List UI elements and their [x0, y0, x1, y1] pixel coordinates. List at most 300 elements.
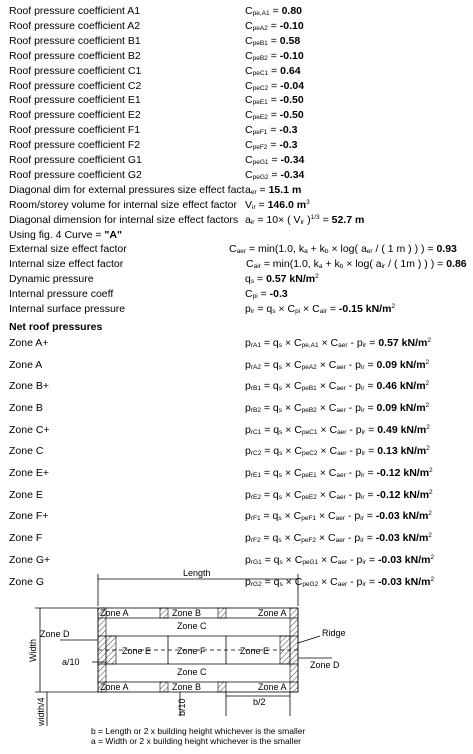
coef-symbol: C	[245, 79, 253, 92]
roof-zone-diagram	[0, 566, 473, 754]
cpe-subscript: peF1	[301, 515, 317, 523]
pir-subscript: ir	[361, 428, 366, 436]
zone-label: Zone A	[9, 358, 43, 371]
zone-label: Zone C+	[9, 423, 50, 436]
pir-subscript: ir	[360, 472, 365, 479]
pir-subscript: ir	[362, 580, 366, 588]
zone-label: Zone C	[9, 445, 44, 458]
zone-label: Zone G	[9, 575, 45, 588]
cpe-subscript: peF2	[301, 537, 317, 545]
net-value	[245, 379, 429, 394]
net-value	[245, 531, 432, 546]
net-symbol: p	[245, 336, 251, 349]
param-symbol: C	[229, 243, 237, 256]
coef-number: -0.50	[279, 94, 304, 107]
net-equals: =	[365, 575, 378, 588]
net-equals: =	[364, 401, 377, 414]
net-times-2: × C	[318, 336, 339, 349]
net-number: 0.46 kN/m	[376, 380, 426, 393]
coef-symbol: C	[245, 5, 253, 17]
param-equals: =	[326, 303, 339, 315]
qs-subscript: s	[278, 363, 283, 371]
zone-a-top-right: Zone A	[258, 608, 287, 618]
net-superscript: 2	[427, 336, 431, 344]
cpi-subscript: pi	[295, 308, 301, 315]
net-times: × C	[282, 380, 302, 393]
net-superscript: 2	[429, 488, 433, 496]
coef-subscript: peC2	[252, 84, 269, 92]
coef-equals: =	[267, 49, 280, 62]
coef-symbol: C	[245, 109, 253, 122]
net-minus: - p	[345, 467, 361, 479]
net-times-2: × C	[318, 575, 338, 588]
param-subscript: s	[250, 278, 255, 286]
param-times: × C	[275, 303, 296, 315]
param-formula: = min(1.0, k	[260, 258, 319, 271]
note-a: a = Width or 2 x building height whichever is the smaller	[91, 736, 302, 746]
coef-label: Roof pressure coefficient B2	[9, 49, 141, 62]
param-equals: =	[319, 213, 332, 226]
coef-number: -0.04	[280, 79, 305, 92]
net-equals: =	[364, 467, 377, 479]
cpi-row	[0, 287, 473, 302]
param-end: / ( 1 m ) ) ) =	[372, 243, 437, 256]
coef-equals: =	[267, 34, 280, 47]
param-label: Internal surface pressure	[9, 303, 126, 315]
param-times-2: × C	[300, 303, 320, 315]
zone-d-right: Zone D	[310, 660, 340, 670]
coef-row	[0, 34, 473, 49]
net-value	[245, 466, 433, 481]
coef-row	[0, 153, 473, 168]
param-label: External size effect factor	[9, 243, 127, 256]
coef-row	[0, 138, 473, 153]
param-value	[245, 287, 288, 302]
net-times-2: × C	[316, 532, 336, 545]
param-symbol: C	[245, 288, 253, 301]
net-number: -0.12 kN/m	[376, 467, 430, 479]
param-close: )	[304, 213, 311, 226]
param-value	[245, 183, 301, 198]
net-row	[0, 509, 473, 524]
coef-label: Roof pressure coefficient C2	[9, 79, 142, 92]
net-q: = q	[260, 510, 279, 523]
coef-symbol: C	[245, 34, 253, 47]
net-row	[0, 531, 473, 546]
note-b: b = Length or 2 x building height whichever is the smaller	[91, 726, 306, 736]
param-value	[245, 213, 364, 228]
param-symbol: C	[246, 258, 254, 271]
zone-label: Zone G+	[9, 553, 51, 566]
param-value	[246, 257, 467, 272]
param-equals: =	[256, 183, 269, 196]
coef-row	[0, 108, 473, 123]
param-superscript: 2	[391, 303, 396, 310]
caer-subscript: aer	[337, 580, 348, 588]
param-value	[245, 272, 319, 287]
param-equals: =	[257, 288, 270, 301]
net-times: × C	[282, 445, 302, 458]
coef-value	[245, 4, 302, 19]
net-superscript: 2	[429, 467, 433, 474]
cpe-subscript: peB2	[301, 406, 317, 414]
coef-subscript: peC1	[252, 69, 269, 77]
net-heading: Net roof pressures	[9, 320, 103, 333]
coef-number: -0.34	[280, 154, 305, 166]
net-value	[245, 358, 429, 373]
cpe-subscript: peC1	[301, 428, 318, 436]
net-times: × C	[282, 358, 302, 371]
net-p-subscript: rA1	[250, 341, 261, 349]
net-p-subscript: rG1	[250, 558, 262, 566]
a-subscript: ir	[381, 263, 386, 271]
net-minus: - p	[347, 553, 363, 566]
pir-subscript: ir	[360, 363, 365, 371]
param-superscript: 2	[315, 273, 319, 281]
net-minus: - p	[345, 488, 361, 501]
caer-subscript: aer	[337, 558, 348, 566]
coef-equals: =	[268, 79, 281, 92]
coef-equals: =	[267, 139, 280, 152]
qs-subscript: s	[279, 558, 283, 566]
zone-c-bottom: Zone C	[177, 667, 207, 677]
net-row	[0, 336, 473, 351]
zone-f: Zone F	[177, 646, 206, 656]
caer-subscript: aer	[336, 363, 346, 371]
net-row	[0, 466, 473, 481]
param-formula: = min(1.0, k	[246, 243, 305, 256]
coef-row	[0, 4, 473, 19]
diag-ext-row	[0, 183, 473, 198]
param-symbol: a	[245, 213, 251, 226]
coef-label: Roof pressure coefficient F2	[9, 139, 141, 152]
a-subscript: er	[366, 248, 373, 256]
zone-label: Zone E	[9, 488, 43, 501]
param-label: Internal size effect factor	[9, 258, 124, 271]
coef-label: Roof pressure coefficient G1	[9, 154, 142, 166]
coef-row	[0, 19, 473, 34]
coef-equals: =	[269, 5, 282, 17]
net-q: = q	[261, 575, 280, 588]
kb-subscript: b	[324, 248, 329, 256]
coef-label: Roof pressure coefficient A1	[9, 5, 141, 17]
net-minus: - p	[345, 358, 361, 371]
coef-value	[245, 153, 304, 168]
qs-subscript: s	[278, 406, 283, 414]
net-q: = q	[261, 445, 280, 458]
zone-a-bottom-right: Zone A	[258, 682, 287, 692]
ka-subscript: a	[304, 248, 308, 256]
coef-number: -0.50	[279, 109, 304, 122]
qs-subscript: s	[272, 308, 276, 315]
net-q: = q	[260, 488, 279, 501]
net-times-2: × C	[317, 445, 338, 458]
width4-label: width/4	[36, 697, 46, 726]
param-number: 0.57 kN/m	[266, 273, 316, 286]
qs-subscript: s	[279, 580, 283, 588]
pir-subscript: ir	[362, 558, 366, 566]
cpe-subscript: peA2	[301, 363, 317, 371]
net-number: 0.09 kN/m	[376, 401, 426, 414]
coef-label: Roof pressure coefficient G2	[9, 168, 142, 181]
zone-e-left: Zone E	[122, 646, 152, 656]
param-number: 15.1 m	[268, 183, 302, 196]
coef-symbol: C	[245, 64, 253, 77]
pir-subscript: ir	[360, 406, 365, 414]
net-symbol: p	[245, 488, 251, 501]
cpe-subscript: peE1	[301, 472, 317, 479]
net-p-subscript: rG2	[250, 580, 262, 588]
coef-value	[245, 64, 301, 79]
coef-value	[245, 79, 304, 94]
net-symbol: p	[245, 445, 251, 458]
caer-subscript: aer	[337, 450, 347, 458]
net-row	[0, 444, 473, 459]
param-label: Room/storey volume for internal size effect factor	[9, 198, 237, 211]
coef-row	[0, 93, 473, 108]
zone-label: Zone A+	[9, 336, 49, 349]
net-times: × C	[282, 423, 302, 436]
curve-value: "A"	[104, 228, 122, 241]
param-formula: = 10× ( V	[254, 213, 301, 226]
net-q: = q	[260, 532, 279, 545]
zone-b-top: Zone B	[172, 608, 202, 618]
dyn-row	[0, 272, 473, 287]
coef-subscript: peG1	[252, 159, 269, 166]
zone-label: Zone F	[9, 532, 43, 545]
ridge-label: Ridge	[322, 628, 346, 638]
net-p-subscript: rE1	[250, 472, 261, 479]
cpe-subscript: pe,A1	[301, 341, 319, 349]
pir-subscript: ir	[362, 341, 367, 349]
net-symbol: p	[245, 401, 251, 414]
coef-number: 0.58	[279, 34, 301, 47]
qs-subscript: s	[278, 493, 283, 501]
kb-subscript: b	[339, 263, 344, 271]
cpe-subscript: peE2	[301, 493, 317, 501]
net-superscript: 2	[428, 510, 432, 518]
param-end: / ( 1m ) ) ) =	[385, 258, 447, 271]
net-times-2: × C	[316, 401, 337, 414]
net-symbol: p	[245, 575, 251, 588]
net-number: 0.57 kN/m	[378, 336, 428, 349]
diag-int-row	[0, 213, 473, 228]
net-p-subscript: rA2	[250, 363, 261, 371]
net-superscript: 2	[426, 423, 430, 431]
net-symbol: p	[245, 380, 251, 393]
net-q: = q	[261, 553, 280, 566]
param-subscript: aer	[236, 248, 246, 256]
net-number: 0.13 kN/m	[377, 445, 427, 458]
net-times-2: × C	[316, 467, 337, 479]
coef-number: -0.3	[279, 139, 298, 152]
net-symbol: p	[245, 423, 251, 436]
coef-number: -0.10	[279, 49, 304, 62]
net-equals: =	[364, 488, 377, 501]
coef-subscript: peF2	[252, 144, 268, 152]
net-row	[0, 401, 473, 416]
net-number: 0.09 kN/m	[376, 358, 426, 371]
net-heading-row	[0, 320, 473, 335]
cair-subscript: air	[319, 308, 327, 315]
coef-equals: =	[268, 64, 281, 77]
coef-subscript: peB1	[252, 39, 268, 47]
net-q: = q	[260, 380, 279, 393]
coef-label: Roof pressure coefficient C1	[9, 64, 142, 77]
zone-label: Zone B+	[9, 380, 49, 393]
caer-subscript: aer	[337, 428, 347, 436]
net-minus: - p	[346, 423, 362, 436]
coef-label: Roof pressure coefficient E2	[9, 109, 141, 122]
zone-e-right: Zone E	[240, 646, 270, 656]
param-number: 0.93	[436, 243, 457, 256]
net-row	[0, 379, 473, 394]
coef-value	[245, 108, 304, 123]
b2-label: b/2	[253, 697, 266, 707]
coef-number: -0.3	[279, 124, 298, 137]
curve-label	[9, 228, 122, 243]
coef-subscript: peB2	[252, 54, 268, 62]
net-value	[245, 423, 430, 438]
pir-subscript: ir	[360, 515, 364, 523]
net-number: -0.03 kN/m	[375, 510, 429, 523]
coef-equals: =	[267, 94, 280, 107]
int-size-row	[0, 257, 473, 272]
zone-c-top: Zone C	[177, 621, 207, 631]
coef-equals: =	[268, 154, 281, 166]
net-times-2: × C	[318, 553, 338, 566]
net-times: × C	[282, 336, 302, 349]
qs-subscript: s	[278, 537, 282, 545]
coef-value	[245, 138, 297, 153]
coef-label: Roof pressure coefficient B1	[9, 34, 141, 47]
b10-label: b/10	[177, 698, 187, 716]
param-tail: × log( a	[328, 243, 367, 256]
cpe-subscript: peC2	[301, 450, 318, 458]
param-number: -0.3	[269, 288, 288, 301]
param-mid: + k	[307, 243, 325, 256]
net-number: -0.12 kN/m	[376, 488, 430, 501]
net-number: -0.03 kN/m	[377, 575, 431, 588]
param-label: Dynamic pressure	[9, 273, 94, 286]
param-label: Internal pressure coeff	[9, 288, 114, 301]
net-minus: - p	[345, 510, 361, 523]
a10-label: a/10	[62, 657, 80, 667]
coef-symbol: C	[245, 49, 253, 62]
net-equals: =	[365, 423, 378, 436]
coef-symbol: C	[245, 154, 253, 166]
param-subscript: er	[250, 188, 257, 196]
param-mid: + k	[322, 258, 340, 271]
net-symbol: p	[245, 358, 251, 371]
param-symbol: p	[245, 303, 251, 315]
pir-subscript: ir	[361, 450, 366, 458]
net-p-subscript: rB1	[250, 385, 261, 393]
net-equals: =	[363, 510, 376, 523]
qs-subscript: s	[278, 341, 283, 349]
net-symbol: p	[245, 553, 251, 566]
net-minus: - p	[347, 336, 363, 349]
net-value	[245, 444, 430, 459]
coef-value	[245, 123, 297, 138]
param-formula: = q	[254, 303, 273, 315]
caer-subscript: aer	[335, 515, 346, 523]
caer-subscript: aer	[336, 493, 346, 501]
param-subscript: ir	[250, 308, 255, 315]
net-times: × C	[281, 510, 302, 523]
coef-label: Roof pressure coefficient E1	[9, 94, 141, 107]
net-q: = q	[260, 358, 279, 371]
net-times: × C	[282, 401, 302, 414]
net-symbol: p	[245, 532, 251, 545]
coef-value	[245, 168, 304, 183]
zone-label: Zone B	[9, 401, 43, 414]
param-label: Diagonal dim for external pressures size effect fact	[9, 183, 245, 196]
coef-value	[245, 93, 304, 108]
coef-number: -0.10	[279, 19, 304, 32]
param-equals: =	[255, 198, 268, 211]
coef-subscript: pe,A1	[252, 10, 270, 17]
coef-symbol: C	[245, 139, 253, 152]
net-equals: =	[365, 553, 378, 566]
net-superscript: 2	[425, 380, 430, 388]
cpe-subscript: peG2	[302, 580, 319, 588]
coef-value	[245, 19, 304, 34]
param-label: Diagonal dimension for internal size effect factors	[9, 213, 239, 226]
net-symbol: p	[245, 510, 251, 523]
qs-subscript: s	[278, 385, 283, 393]
param-superscript: 1/3	[310, 213, 320, 221]
coef-subscript: peE1	[252, 99, 268, 107]
param-value	[245, 198, 310, 213]
net-q: = q	[260, 336, 279, 349]
coef-equals: =	[268, 168, 281, 181]
coef-row	[0, 168, 473, 183]
param-subscript: air	[253, 263, 261, 271]
param-symbol: a	[245, 183, 251, 196]
param-number: 52.7 m	[331, 213, 365, 226]
net-p-subscript: rC1	[250, 428, 262, 436]
net-value	[245, 488, 433, 503]
coef-symbol: C	[245, 124, 253, 137]
zone-label: Zone E+	[9, 467, 49, 479]
net-number: -0.03 kN/m	[377, 553, 431, 566]
net-times-2: × C	[316, 488, 337, 501]
caer-subscript: aer	[335, 537, 346, 545]
net-minus: - p	[347, 575, 363, 588]
ext-size-row	[0, 242, 473, 257]
qs-subscript: s	[278, 515, 282, 523]
coef-number: 0.64	[280, 64, 301, 77]
param-value	[229, 242, 457, 257]
net-minus: - p	[346, 445, 362, 458]
qs-subscript: s	[279, 450, 283, 458]
net-equals: =	[366, 336, 379, 349]
net-equals: =	[364, 380, 377, 393]
coef-row	[0, 123, 473, 138]
curve-row	[0, 228, 473, 243]
net-value	[245, 336, 431, 351]
net-superscript: 2	[428, 532, 432, 540]
net-superscript: 2	[425, 401, 430, 409]
zone-b-bottom: Zone B	[172, 682, 202, 692]
pir-subscript: ir	[360, 385, 365, 393]
pir-row	[0, 302, 473, 317]
param-symbol: V	[245, 198, 253, 211]
net-equals: =	[363, 532, 376, 545]
net-times: × C	[282, 488, 302, 501]
param-value	[245, 302, 395, 317]
